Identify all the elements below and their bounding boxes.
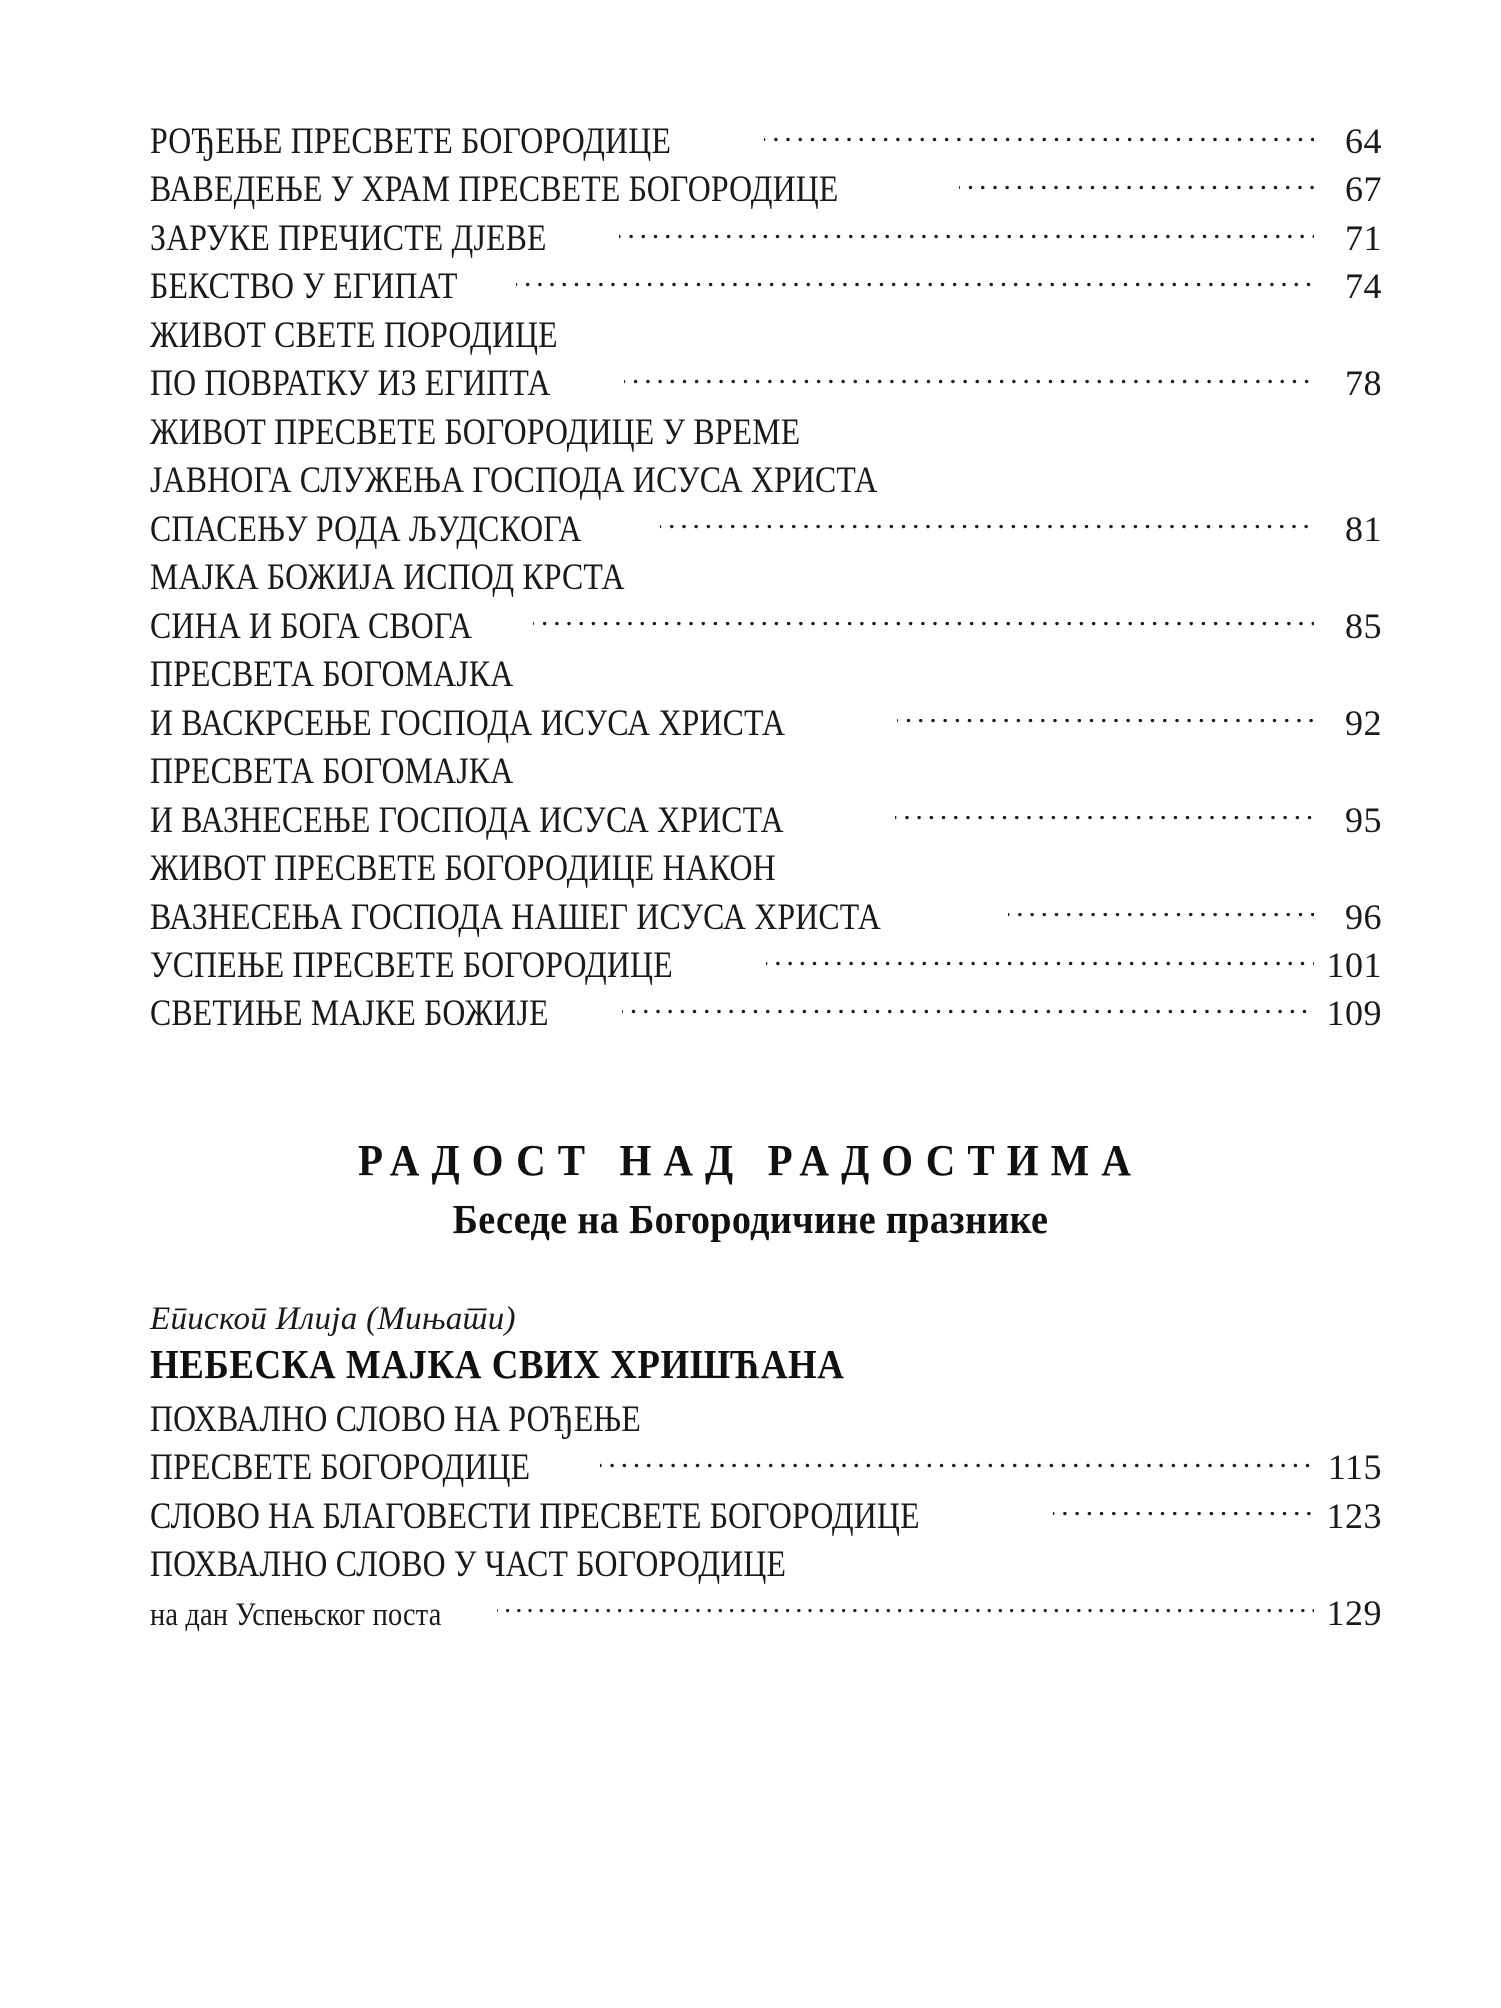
toc-entry-line-final <box>150 506 1382 554</box>
dot-leader <box>533 622 1314 638</box>
toc-entry-line-final <box>150 942 1382 990</box>
toc-entry-line <box>150 409 1382 457</box>
toc-entry-title: ПРЕСВЕТЕ БОГОРОДИЦЕ <box>150 1447 531 1489</box>
toc-page-number: 101 <box>1326 944 1382 985</box>
toc-entry-title: И ВАЗНЕСЕЊЕ ГОСПОДА ИСУСА ХРИСТА <box>150 799 784 841</box>
toc-entry-line-final <box>150 1444 1382 1492</box>
dot-leader <box>660 525 1314 541</box>
toc-entry-line <box>150 1396 1382 1444</box>
toc-page-number: 64 <box>1345 121 1382 161</box>
toc-entry-title: СЛОВО НА БЛАГОВЕСТИ ПРЕСВЕТЕ БОГОРОДИЦЕ <box>150 1495 920 1537</box>
toc-page-number: 92 <box>1345 702 1382 743</box>
toc-entry-title: РОЂЕЊЕ ПРЕСВЕТЕ БОГОРОДИЦЕ <box>150 121 672 162</box>
toc-entry-title: ПОХВАЛНО СЛОВО У ЧАСТ БОГОРОДИЦЕ <box>150 1544 787 1586</box>
toc-entry-title: ПОХВАЛНО СЛОВО НА РОЂЕЊЕ <box>150 1398 641 1440</box>
toc-page-number: 71 <box>1345 217 1382 258</box>
toc-entry-line-final <box>150 166 1382 214</box>
toc-entry-title: ЖИВОТ СВЕТЕ ПОРОДИЦЕ <box>150 314 558 356</box>
toc-page-number: 96 <box>1345 896 1382 937</box>
toc-entry[interactable] <box>150 1541 1382 1637</box>
toc-entry-line <box>150 1541 1382 1589</box>
toc-entry[interactable] <box>150 845 1382 942</box>
section-subtitle: Беседе на Богородичине празнике <box>452 1195 1049 1242</box>
toc-entry-line <box>150 845 1382 893</box>
toc-page-number: 78 <box>1345 363 1382 404</box>
toc-page-number: 67 <box>1345 169 1382 210</box>
toc-entry-title: ПРЕСВЕТА БОГОМАЈКА <box>150 654 514 696</box>
dot-leader <box>619 234 1314 250</box>
toc-page-number: 109 <box>1326 993 1382 1034</box>
dot-leader <box>1008 913 1314 929</box>
toc-entry[interactable] <box>150 748 1382 845</box>
toc-entry-title: ВАВЕДЕЊЕ У ХРАМ ПРЕСВЕТЕ БОГОРОДИЦЕ <box>150 169 839 211</box>
toc-list-second <box>150 1396 1382 1637</box>
toc-entry-title: СВЕТИЊЕ МАЈКЕ БОЖИЈЕ <box>150 993 549 1035</box>
section-title: РАДОСТ НАД РАДОСТИМА <box>357 1135 1144 1185</box>
dot-leader <box>895 816 1314 832</box>
toc-page-number: 115 <box>1327 1447 1382 1488</box>
dot-leader <box>600 1463 1314 1479</box>
toc-entry-line-final <box>150 360 1382 408</box>
toc-entry-line-final <box>150 700 1382 748</box>
toc-entry[interactable] <box>150 312 1382 409</box>
toc-entry[interactable] <box>150 942 1382 990</box>
toc-entry-line-final <box>150 118 1382 166</box>
toc-page-number: 129 <box>1326 1592 1382 1633</box>
toc-entry-line-final <box>150 1493 1382 1541</box>
toc-entry-title: ПРЕСВЕТА БОГОМАЈКА <box>150 751 514 793</box>
dot-leader <box>897 719 1314 735</box>
toc-entry-line <box>150 457 1382 505</box>
toc-entry[interactable] <box>150 651 1382 748</box>
toc-entry-title: БЕКСТВО У ЕГИПАТ <box>150 266 458 308</box>
toc-entry-line-final <box>150 797 1382 845</box>
toc-entry-line <box>150 748 1382 796</box>
toc-entry-line-final <box>150 603 1382 651</box>
toc-entry-line-final <box>150 263 1382 311</box>
toc-entry-title: УСПЕЊЕ ПРЕСВЕТЕ БОГОРОДИЦЕ <box>150 944 673 986</box>
toc-entry-line <box>150 651 1382 699</box>
toc-entry[interactable] <box>150 166 1382 214</box>
toc-entry-line-final <box>150 215 1382 263</box>
toc-list-first <box>150 118 1382 1039</box>
toc-entry[interactable] <box>150 409 1382 554</box>
toc-entry-title: ЗАРУКЕ ПРЕЧИСТЕ ДЈЕВЕ <box>150 217 547 259</box>
toc-entry-line <box>150 554 1382 602</box>
dot-leader <box>1053 1512 1314 1528</box>
toc-entry-line <box>150 312 1382 360</box>
dot-leader <box>497 1609 1314 1625</box>
toc-entry[interactable] <box>150 990 1382 1038</box>
dot-leader <box>959 185 1314 201</box>
toc-page-number: 123 <box>1326 1495 1382 1536</box>
dot-leader <box>516 282 1314 298</box>
toc-page-number: 95 <box>1345 799 1382 840</box>
toc-entry-title: СИНА И БОГА СВОГА <box>150 605 473 647</box>
author-name: Епископ Илија (Мињати) <box>150 1300 516 1337</box>
toc-entry[interactable] <box>150 263 1382 311</box>
toc-entry-title: ПО ПОВРАТКУ ИЗ ЕГИПТА <box>150 363 551 405</box>
toc-entry-title: СПАСЕЊУ РОДА ЉУДСКОГА <box>150 508 582 550</box>
toc-entry-title: ЖИВОТ ПРЕСВЕТЕ БОГОРОДИЦЕ НАКОН <box>150 848 776 890</box>
toc-entry-title: ЈАВНОГА СЛУЖЕЊА ГОСПОДА ИСУСА ХРИСТА <box>150 460 878 502</box>
toc-entry-title: ЖИВОТ ПРЕСВЕТЕ БОГОРОДИЦЕ У ВРЕМЕ <box>150 411 801 453</box>
toc-entry-title: И ВАСКРСЕЊЕ ГОСПОДА ИСУСА ХРИСТА <box>150 702 786 744</box>
dot-leader <box>624 379 1314 395</box>
toc-entry-line-final <box>150 894 1382 942</box>
toc-page-number: 85 <box>1345 605 1382 646</box>
dot-leader <box>764 137 1314 153</box>
toc-entry-line-final <box>150 1590 1382 1637</box>
toc-entry-line-final <box>150 990 1382 1038</box>
toc-entry[interactable] <box>150 1493 1382 1541</box>
toc-entry[interactable] <box>150 554 1382 651</box>
section-header <box>150 1135 1383 1243</box>
toc-entry[interactable] <box>150 1396 1382 1493</box>
dot-leader <box>622 1009 1314 1025</box>
dot-leader <box>766 961 1314 977</box>
toc-entry-title: МАЈКА БОЖИЈА ИСПОД КРСТА <box>150 557 625 599</box>
toc-page-number: 74 <box>1345 266 1382 307</box>
toc-entry[interactable] <box>150 118 1382 166</box>
toc-entry-subtitle: на дан Успењског поста <box>150 1596 442 1633</box>
toc-entry-title: ВАЗНЕСЕЊА ГОСПОДА НАШЕГ ИСУСА ХРИСТА <box>150 896 881 938</box>
work-title: НЕБЕСКА МАЈКА СВИХ ХРИШЋАНА <box>150 1340 845 1387</box>
toc-entry[interactable] <box>150 215 1382 263</box>
toc-page-number: 81 <box>1345 508 1382 549</box>
